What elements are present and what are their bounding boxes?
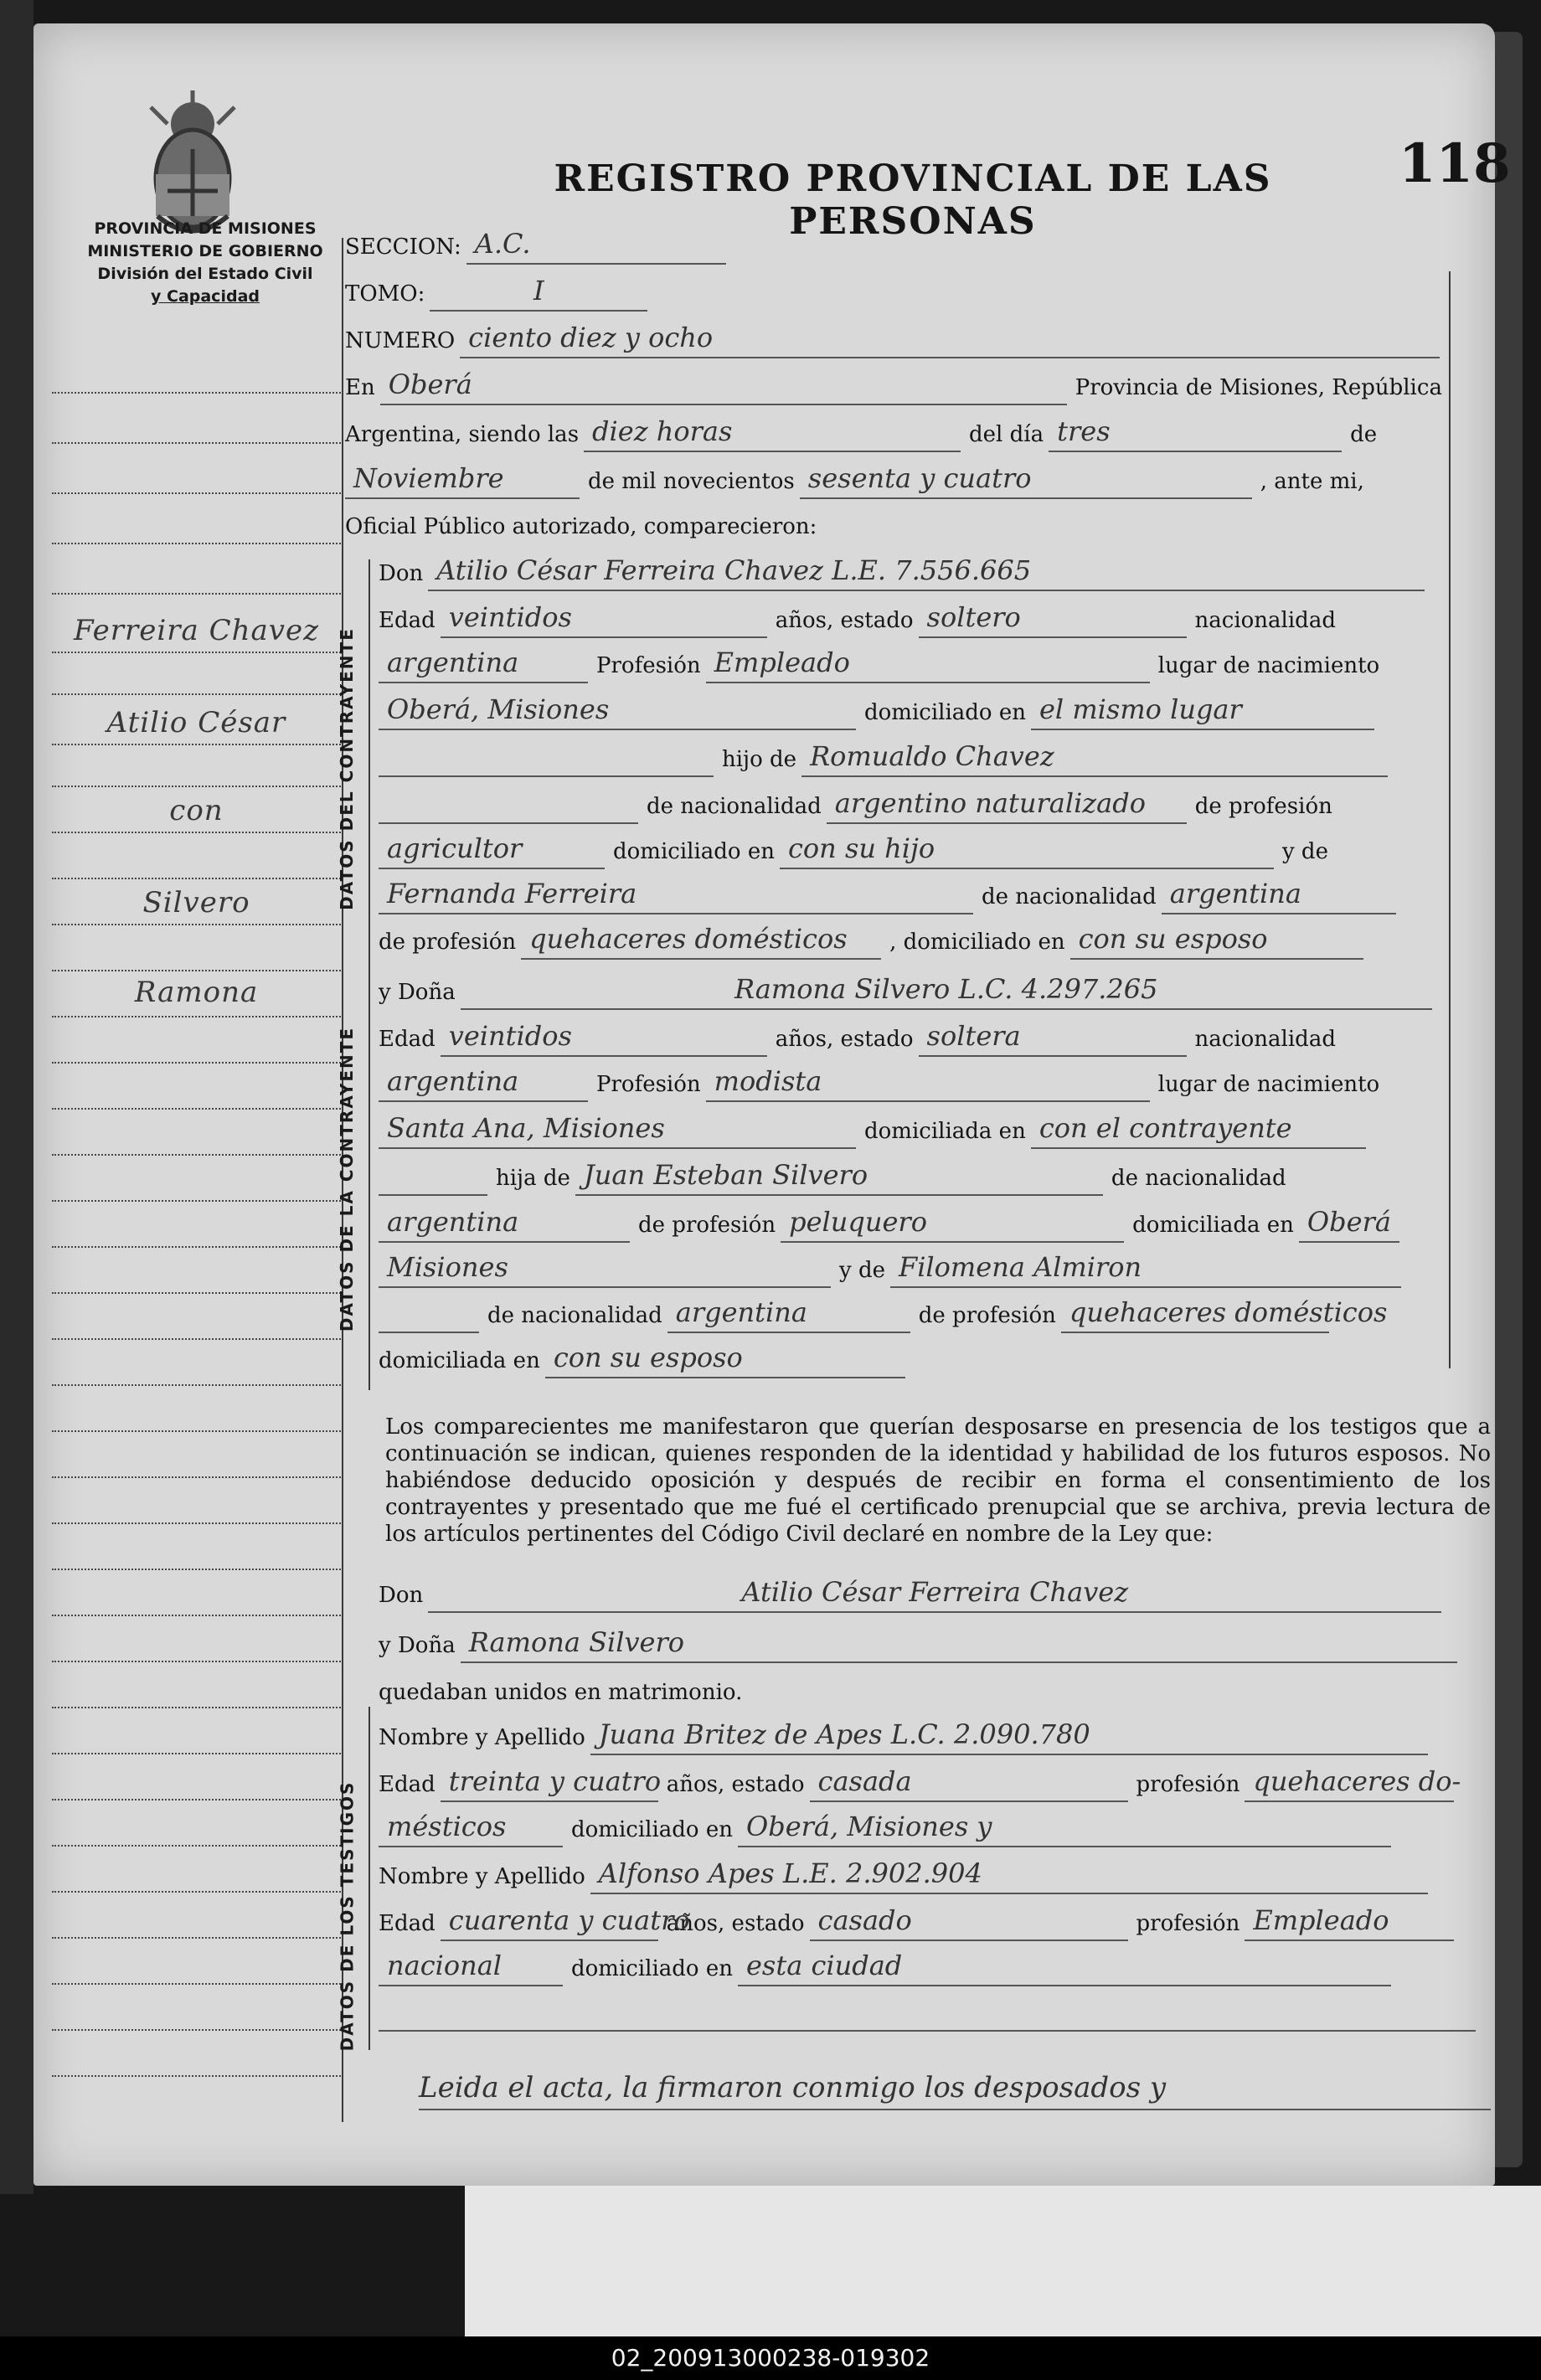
witness1-age: treinta y cuatro — [441, 1762, 658, 1802]
margin-rule — [52, 1707, 341, 1708]
hija-label: hija de — [496, 1166, 570, 1191]
edad-label: Edad — [379, 1772, 436, 1797]
provincia-text: Provincia de Misiones, República — [1075, 375, 1442, 400]
witness1-profession-cont: mésticos — [379, 1807, 563, 1847]
decl-bride-name: Ramona Silvero — [461, 1623, 1457, 1663]
ante-label: , ante mi, — [1260, 469, 1364, 494]
numero-row — [345, 318, 1448, 358]
lugar-nac-label: lugar de nacimiento — [1157, 1072, 1380, 1097]
bride-father-nationality: argentina — [379, 1203, 630, 1243]
margin-rule — [52, 1891, 341, 1893]
groom-address: el mismo lugar — [1031, 690, 1374, 730]
profesion-label: Profesión — [596, 1072, 701, 1097]
right-frame — [1449, 271, 1451, 1368]
tomo-label: TOMO: — [345, 281, 425, 307]
witness2-status: casado — [810, 1901, 1128, 1941]
nacionalidad-label: nacionalidad — [1194, 1027, 1336, 1052]
de-label: de — [1350, 422, 1378, 447]
witness2-age-row — [379, 1901, 1462, 1941]
groom-mother-nationality: argentina — [1162, 874, 1396, 914]
bride-father: Juan Esteban Silvero — [575, 1156, 1103, 1196]
closing-text: quedaban unidos en matrimonio. — [379, 1680, 743, 1705]
groom-status: soltero — [919, 598, 1187, 638]
margin-rule — [52, 693, 341, 695]
margin-rule — [52, 1338, 341, 1340]
witness1-address-row — [379, 1807, 1399, 1847]
anio-value: sesenta y cuatro — [800, 459, 1252, 499]
margin-rule — [52, 2029, 341, 2031]
seccion-label: SECCION: — [345, 234, 461, 260]
anios-label: años, estado — [775, 1027, 914, 1052]
witness2-name: Alfonso Apes L.E. 2.902.904 — [590, 1854, 1428, 1894]
witness1-profession: quehaceres do- — [1245, 1762, 1454, 1802]
margin-rule — [52, 1062, 341, 1064]
margin-note-con: con — [169, 794, 224, 827]
groom-mother-profession: quehaceres domésticos — [521, 920, 881, 960]
margin-rule — [52, 1200, 341, 1202]
bride-father-prof-row — [379, 1203, 1408, 1243]
groom-name: Atilio César Ferreira Chavez L.E. 7.556.665 — [428, 551, 1425, 591]
issuer-division: División del Estado Civil — [97, 265, 313, 283]
blank-line — [379, 1156, 487, 1196]
nombre-label: Nombre y Apellido — [379, 1725, 585, 1750]
groom-father: Romualdo Chavez — [801, 737, 1388, 777]
groom-father-prof-row — [379, 829, 1333, 869]
dona-label: y Doña — [379, 1633, 456, 1658]
margin-rule — [52, 1845, 341, 1847]
witness1-name-row — [379, 1715, 1436, 1755]
section-label-groom: DATOS DEL CONTRAYENTE — [337, 627, 358, 910]
blank-line — [379, 1991, 1476, 2032]
bride-name-row — [379, 970, 1440, 1010]
bride-mother-dom-row — [379, 1338, 914, 1378]
groom-profession: Empleado — [706, 643, 1150, 683]
numero-value: ciento diez y ocho — [460, 318, 1440, 358]
groom-mother-address: con su esposo — [1070, 920, 1363, 960]
fecha-row — [345, 459, 1369, 499]
oficial-row — [345, 504, 822, 544]
dia-label: del día — [969, 422, 1044, 447]
lugar-row — [345, 365, 1447, 405]
madre-nac-label: de nacionalidad — [487, 1303, 662, 1328]
section-label-witnesses: DATOS DE LOS TESTIGOS — [337, 1780, 357, 2052]
margin-rule — [52, 924, 341, 925]
margin-rule — [52, 1569, 341, 1570]
madre-prof-label: de profesión — [918, 1303, 1056, 1328]
groom-nationality: argentina — [379, 643, 588, 683]
scanner-background — [465, 2186, 1541, 2336]
margin-rule — [52, 543, 341, 544]
margin-rule — [52, 593, 341, 595]
anios-label: años, estado — [775, 608, 914, 633]
margin-note-surname: Ferreira Chavez — [73, 614, 320, 647]
margin-note-bride-surname: Silvero — [142, 886, 250, 920]
margin-rule — [52, 442, 341, 444]
margin-rule — [52, 744, 341, 745]
groom-father-address: con su hijo — [780, 829, 1274, 869]
don-label: Don — [379, 1583, 424, 1608]
witness1-status: casada — [810, 1762, 1128, 1802]
en-label: En — [345, 375, 375, 400]
dona-label: y Doña — [379, 980, 456, 1005]
section-label-bride: DATOS DE LA CONTRAYENTE — [337, 1026, 358, 1332]
numero-label: NUMERO — [345, 328, 456, 353]
issuer-capacity: y Capacidad — [151, 287, 260, 306]
section-bracket-parties — [368, 559, 370, 1390]
padre-nac-label: de nacionalidad — [647, 794, 822, 819]
madre-prof-label: de profesión — [379, 930, 517, 955]
groom-age: veintidos — [441, 598, 767, 638]
margin-rule — [52, 1661, 341, 1662]
witness2-name-row — [379, 1854, 1436, 1894]
margin-rule — [52, 786, 341, 787]
closing-line: Leida el acta, la firmaron conmigo los desposados y — [419, 2067, 1491, 2110]
groom-profession-row — [379, 643, 1384, 683]
margin-rule — [52, 1799, 341, 1800]
margin-rule — [52, 2075, 341, 2077]
madre-dom-label: domiciliada en — [379, 1348, 540, 1373]
dia-value: tres — [1049, 412, 1342, 452]
bride-father-address-cont: Misiones — [379, 1248, 831, 1288]
oficial-text: Oficial Público autorizado, comparecieron: — [345, 514, 817, 539]
issuer-ministry: MINISTERIO DE GOBIERNO — [87, 242, 323, 260]
page-title: REGISTRO PROVINCIAL DE LAS PERSONAS — [554, 157, 1272, 243]
image-caption: 02_200913000238-019302 — [0, 2336, 1541, 2380]
margin-rule — [52, 392, 341, 394]
witness1-address: Oberá, Misiones y — [738, 1807, 1391, 1847]
nombre-label: Nombre y Apellido — [379, 1864, 585, 1889]
decl-groom-name: Atilio César Ferreira Chavez — [428, 1573, 1441, 1613]
bride-mother-profession: quehaceres domésticos — [1061, 1293, 1329, 1333]
groom-mother: Fernanda Ferreira — [379, 874, 973, 914]
witness1-name: Juana Britez de Apes L.C. 2.090.780 — [590, 1715, 1428, 1755]
hijo-label: hijo de — [722, 747, 797, 772]
edad-label: Edad — [379, 1027, 436, 1052]
issuer-province: PROVINCIA DE MISIONES — [94, 219, 317, 238]
bride-father-address: Oberá — [1299, 1203, 1399, 1243]
bride-age: veintidos — [441, 1017, 767, 1057]
bride-father-profession: peluquero — [781, 1203, 1124, 1243]
madre-dom-label: , domiciliado en — [889, 930, 1065, 955]
bride-mother-row — [379, 1248, 1410, 1288]
anios-label: años, estado — [666, 1911, 805, 1936]
bride-address: con el contrayente — [1031, 1109, 1366, 1149]
hora-row — [345, 412, 1382, 452]
nacionalidad-label: nacionalidad — [1194, 608, 1336, 633]
bride-father-row — [379, 1156, 1291, 1196]
register-page — [34, 23, 1511, 2186]
margin-rule — [52, 1983, 341, 1985]
tomo-row — [345, 271, 656, 312]
margin-rule — [52, 1246, 341, 1248]
bride-mother-address: con su esposo — [545, 1338, 905, 1378]
groom-father-nationality: argentino naturalizado — [827, 784, 1187, 824]
groom-birthplace-row — [379, 690, 1383, 730]
padre-nac-label: de nacionalidad — [1111, 1166, 1286, 1191]
margin-rule — [52, 1154, 341, 1156]
groom-name-row — [379, 551, 1433, 591]
profesion-label: profesión — [1136, 1911, 1240, 1936]
padre-prof-label: de profesión — [638, 1213, 776, 1238]
tomo-value: I — [430, 271, 647, 312]
witness2-address: esta ciudad — [738, 1946, 1391, 1986]
argentina-label: Argentina, siendo las — [345, 422, 580, 447]
blank-line — [379, 784, 638, 824]
bride-mother-nat-row — [379, 1293, 1388, 1333]
section-bracket-witnesses — [368, 1707, 370, 2050]
bride-mother: Filomena Almiron — [890, 1248, 1401, 1288]
bride-birthplace: Santa Ana, Misiones — [379, 1109, 856, 1149]
domiciliada-label: domiciliada en — [864, 1119, 1026, 1144]
margin-rule — [52, 1108, 341, 1110]
margin-rule — [52, 1615, 341, 1616]
witness2-profession: Empleado — [1245, 1901, 1454, 1941]
padre-dom-label: domiciliada en — [1132, 1213, 1294, 1238]
groom-mother-prof-row — [379, 920, 1372, 960]
declaration-text: Los comparecientes me manifestaron que querían desposarse en presencia de los testigos que a continuación se indican, quienes responden de la identidad y habilidad de los futuros esposos. No habiéndose deducido oposición y después de recibir en forma el consentimiento de los contrayentes y presentado que me fué el certificado prenupcial que se archiva, previa lectura de los artículos pertinentes del Código Civil declaré en nombre de la Ley que: — [385, 1414, 1491, 1547]
seccion-value: A.C. — [466, 224, 726, 265]
y-de-label: y de — [839, 1258, 885, 1283]
margin-rule — [52, 492, 341, 494]
profesion-label: profesión — [1136, 1772, 1240, 1797]
lugar-value: Oberá — [380, 365, 1067, 405]
bride-nationality: argentina — [379, 1062, 588, 1102]
profesion-label: Profesión — [596, 653, 701, 678]
groom-mother-row — [379, 874, 1404, 914]
decl-closing-row — [379, 1670, 747, 1710]
folio-number: 118 — [1399, 132, 1511, 195]
margin-rule — [52, 1476, 341, 1478]
hora-value: diez horas — [584, 412, 961, 452]
don-label: Don — [379, 561, 424, 586]
groom-father-row — [379, 737, 1396, 777]
seccion-row — [345, 224, 734, 265]
witness2-age: cuarenta y cuatro — [441, 1901, 658, 1941]
decl-don-row — [379, 1573, 1450, 1613]
margin-rule — [52, 1384, 341, 1386]
mes-value: Noviembre — [345, 459, 580, 499]
groom-birthplace: Oberá, Misiones — [379, 690, 856, 730]
padre-prof-label: de profesión — [1194, 794, 1332, 819]
padre-dom-label: domiciliado en — [613, 839, 775, 864]
margin-rule — [52, 832, 341, 833]
domiciliado-label: domiciliado en — [864, 700, 1026, 725]
margin-note-bride-name: Ramona — [134, 976, 259, 1009]
decl-dona-row — [379, 1623, 1466, 1663]
madre-nac-label: de nacionalidad — [982, 884, 1157, 909]
margin-rule — [52, 878, 341, 879]
edad-label: Edad — [379, 1911, 436, 1936]
bride-age-row — [379, 1017, 1341, 1057]
witness-blank-row — [379, 1991, 1484, 2032]
domiciliado-label: domiciliado en — [571, 1817, 733, 1842]
margin-rule — [52, 1292, 341, 1294]
margin-rule — [52, 1937, 341, 1939]
margin-rule — [52, 1753, 341, 1754]
bride-birthplace-row — [379, 1109, 1374, 1149]
groom-father-blank — [379, 737, 714, 777]
margin-rule — [52, 652, 341, 653]
groom-father-nat-row — [379, 784, 1337, 824]
witness2-profession-cont: nacional — [379, 1946, 563, 1986]
margin-rule — [52, 1430, 341, 1432]
groom-father-profession: agricultor — [379, 829, 605, 869]
witness1-age-row — [379, 1762, 1462, 1802]
domiciliado-label: domiciliado en — [571, 1956, 733, 1981]
blank-line — [379, 1293, 479, 1333]
witness2-address-row — [379, 1946, 1399, 1986]
edad-label: Edad — [379, 608, 436, 633]
book-binding — [0, 0, 34, 2194]
bride-profession: modista — [706, 1062, 1150, 1102]
y-de-label: y de — [1281, 839, 1328, 864]
bride-name: Ramona Silvero L.C. 4.297.265 — [461, 970, 1432, 1010]
anios-label: años, estado — [666, 1772, 805, 1797]
lugar-nac-label: lugar de nacimiento — [1157, 653, 1380, 678]
groom-age-row — [379, 598, 1341, 638]
margin-note-given-names: Atilio César — [106, 706, 286, 739]
bride-mother-nationality: argentina — [667, 1293, 910, 1333]
bride-profession-row — [379, 1062, 1384, 1102]
margin-rule — [52, 1016, 341, 1017]
issuer-block — [50, 218, 360, 308]
book-edge — [1494, 32, 1523, 2167]
margin-rule — [52, 1522, 341, 1524]
anio-label: de mil novecientos — [588, 469, 795, 494]
bride-status: soltera — [919, 1017, 1187, 1057]
